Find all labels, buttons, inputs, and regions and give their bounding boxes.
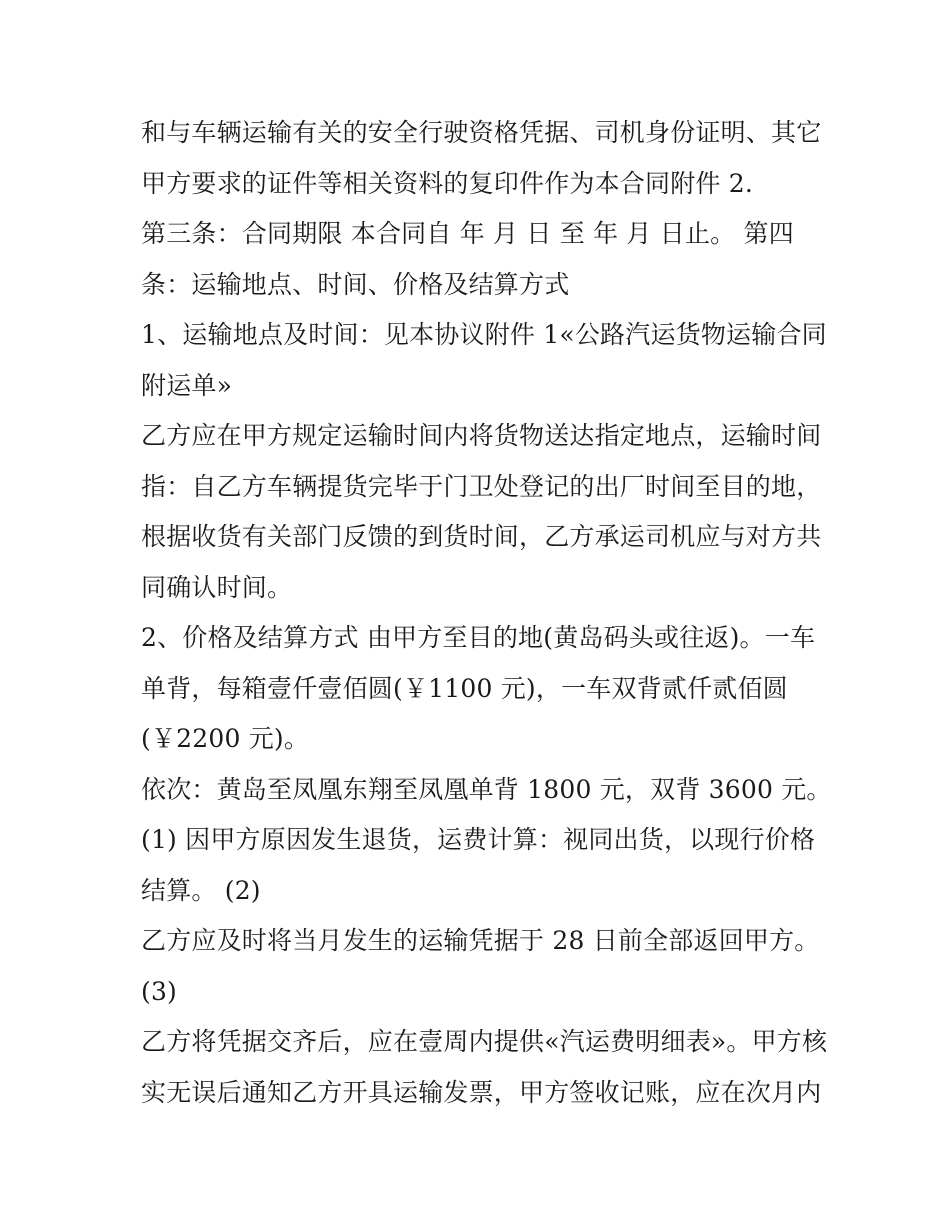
text-line: 乙方应在甲方规定运输时间内将货物送达指定地点，运输时间 [141,421,822,450]
text-line: 和与车辆运输有关的安全行驶资格凭据、司机身份证明、其它 [141,118,822,147]
text-line: 指：自乙方车辆提货完毕于门卫处登记的出厂时间至目的地， [141,471,822,501]
text-line: 单背，每箱壹仟壹佰圆(￥1100 元)，一车双背贰仟贰佰圆 [141,673,788,703]
text-line: (￥2200 元)。 [141,724,310,753]
text-line: 同确认时间。 [141,572,293,602]
text-line: 条：运输地点、时间、价格及结算方式 [141,269,570,299]
text-line: 结算。 (2) [141,875,261,905]
document-body [141,108,832,1118]
text-line: (1) 因甲方原因发生退货，运费计算：视同出货，以现行价格 [141,825,816,854]
text-line: 1、运输地点及时间：见本协议附件 1«公路汽运货物运输合同 [141,320,827,349]
text-line: 乙方应及时将当月发生的运输凭据于 28 日前全部返回甲方。 [141,926,820,955]
text-line: 乙方将凭据交齐后，应在壹周内提供«汽运费明细表»。甲方核 [141,1027,828,1056]
text-line: (3) [141,976,178,1006]
text-line: 第三条：合同期限 本合同自 年 月 日 至 年 月 日止。 第四 [141,219,794,248]
text-line: 甲方要求的证件等相关资料的复印件作为本合同附件 2. [141,168,754,198]
text-line: 附运单» [141,370,233,400]
text-line: 2、价格及结算方式 由甲方至目的地(黄岛码头或往返)。一车 [141,623,816,652]
text-line: 实无误后通知乙方开具运输发票，甲方签收记账，应在次月内 [141,1077,822,1107]
text-line: 依次：黄岛至凤凰东翔至凤凰单背 1800 元，双背 3600 元。 [141,774,832,804]
text-line: 根据收货有关部门反馈的到货时间，乙方承运司机应与对方共 [141,522,822,551]
